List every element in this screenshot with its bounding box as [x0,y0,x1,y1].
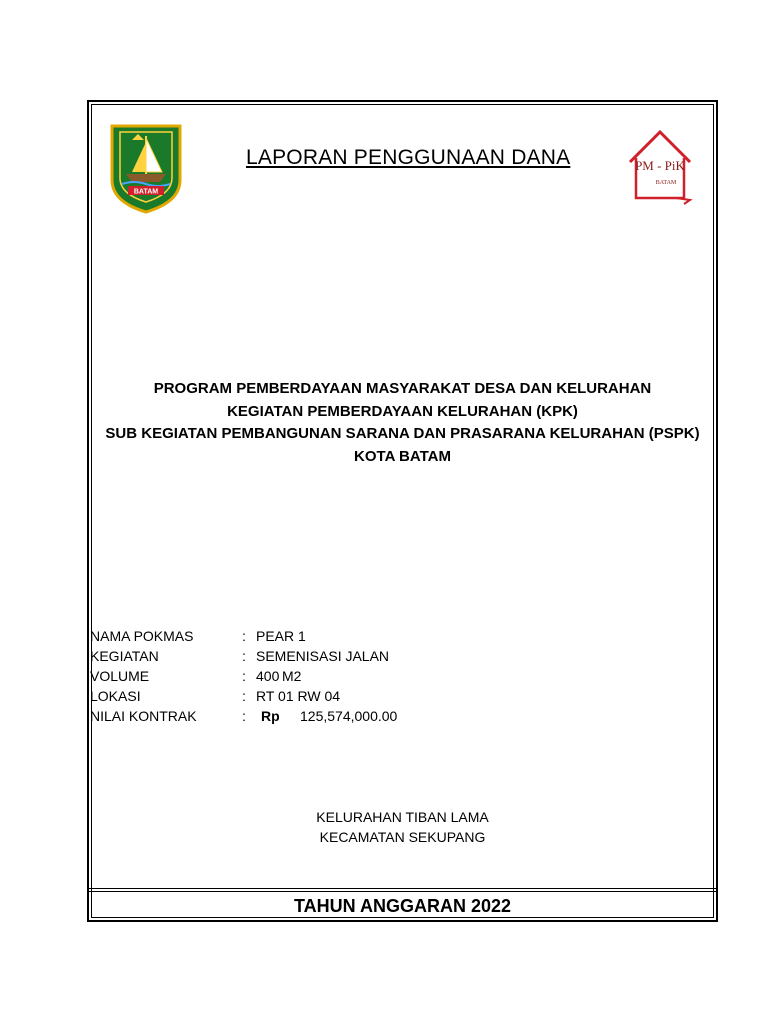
batam-city-emblem-icon [108,122,184,214]
lokasi-label: LOKASI [90,688,141,704]
program-line-2: KEGIATAN PEMBERDAYAAN KELURAHAN (KPK) [227,402,578,420]
kelurahan-text: KELURAHAN TIBAN LAMA [316,809,489,825]
volume-label: VOLUME [90,668,150,684]
pm-pik-house-logo-icon [626,128,694,206]
kegiatan-colon: : [242,648,246,664]
kegiatan-value: SEMENISASI JALAN [256,648,390,664]
nilai-label: NILAI KONTRAK [90,708,197,724]
document-inner-border [91,104,714,918]
volume-unit: M2 [282,668,302,684]
pm-pik-logo-text: PM - PiK [635,158,685,173]
volume-colon: : [242,668,246,684]
program-heading [90,378,715,468]
volume-value: 400 [256,668,280,684]
document-border [87,100,718,922]
budget-year: TAHUN ANGGARAN 2022 [293,896,512,916]
kegiatan-label: KEGIATAN [90,648,159,664]
lokasi-colon: : [242,688,246,704]
report-title: LAPORAN PENGGUNAAN DANA [246,146,571,169]
program-line-4: KOTA BATAM [354,447,451,465]
nilai-currency: Rp [261,708,280,724]
footer-divider-double [89,891,716,892]
pokmas-colon: : [242,628,246,644]
kecamatan-text: KECAMATAN SEKUPANG [319,829,486,845]
location-block [90,807,715,847]
program-line-3: SUB KEGIATAN PEMBANGUNAN SARANA DAN PRASARANA KELURAHAN (PSPK) [105,425,700,442]
emblem-text: BATAM [133,188,159,196]
nilai-colon: : [242,708,246,724]
footer-divider [89,888,716,889]
pokmas-label: NAMA POKMAS [90,628,194,644]
program-line-1: PROGRAM PEMBERDAYAAN MASYARAKAT DESA DAN KELURAHAN [153,380,652,397]
nilai-value: 125,574,000.00 [300,708,398,724]
pm-pik-logo-subtext: BATAM [655,180,677,186]
pokmas-value: PEAR 1 [256,628,306,644]
lokasi-value: RT 01 RW 04 [256,688,341,704]
